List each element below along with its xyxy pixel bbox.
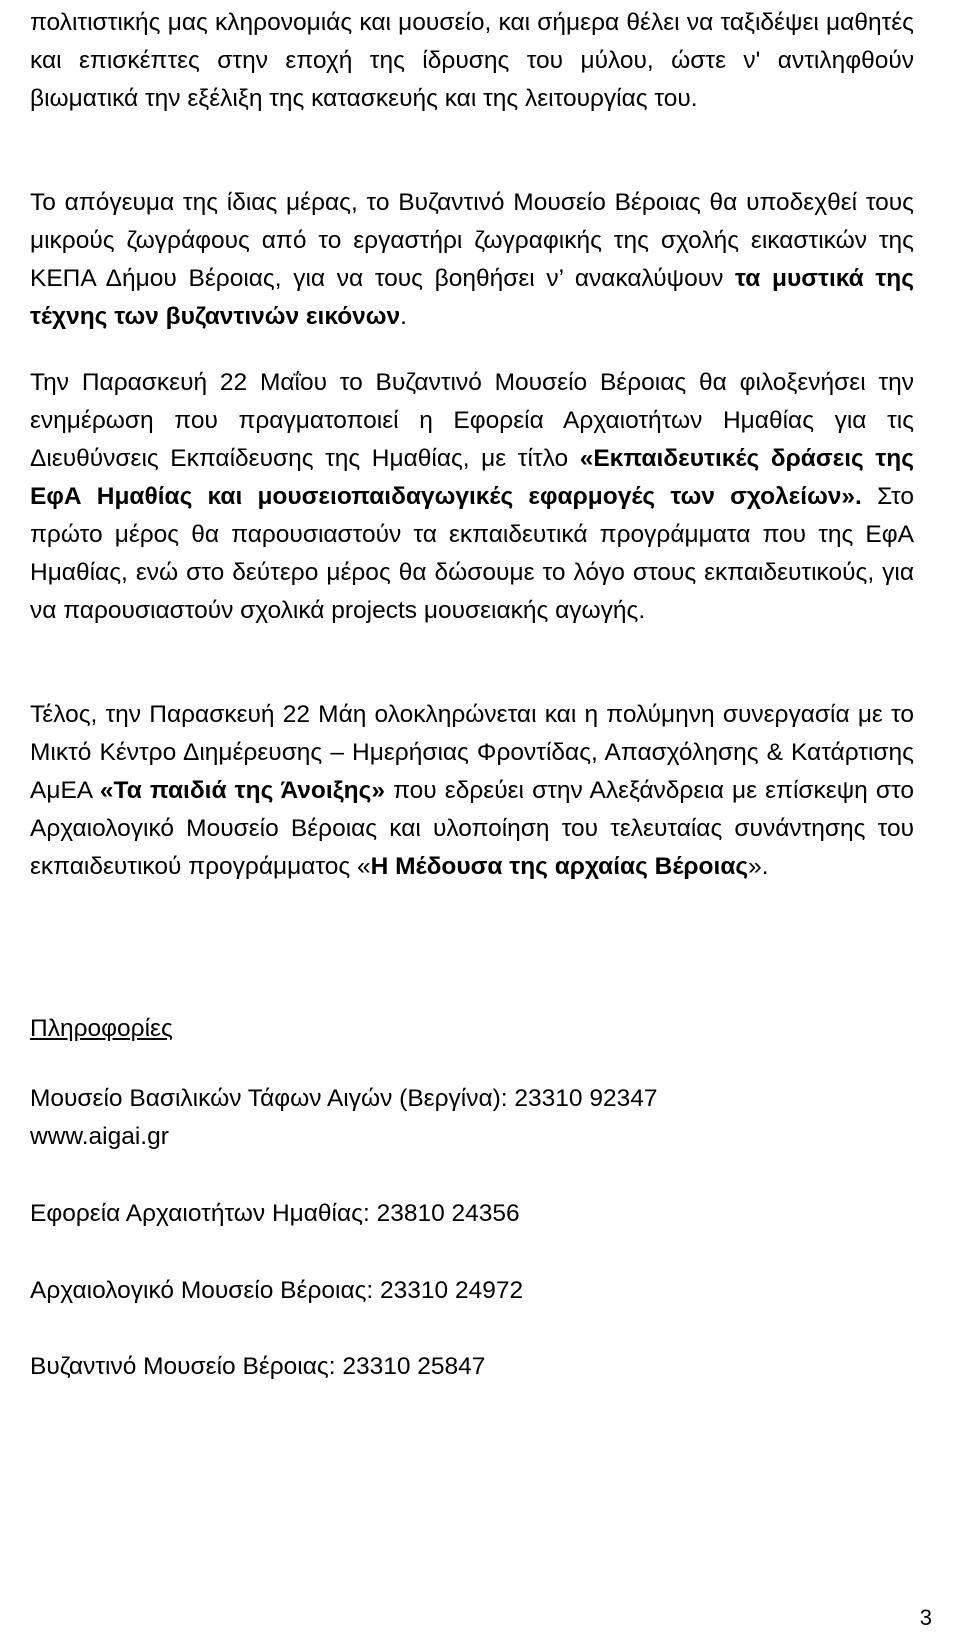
paragraph-bold-program: Η Μέδουσα της αρχαίας Βέροιας — [370, 853, 749, 880]
paragraph-end: ». — [748, 853, 769, 880]
paragraph-friday-briefing — [30, 364, 914, 630]
paragraph-final-collaboration — [30, 696, 914, 886]
info-contact-byzantine-museum: Βυζαντινό Μουσείο Βέροιας: 23310 25847 — [30, 1353, 486, 1380]
paragraph-intro-continuation: πολιτιστικής μας κληρονομιάς και μουσείο, και σήμερα θέλει να ταξιδέψει μαθητές και επισκέπτες στην εποχή της ίδρυσης του μύλου, ώστε ν' αντιληφθούν βιωματικά την εξέλιξη της κατασκευής και της λειτουργίας του. — [30, 9, 914, 112]
info-heading: Πληροφορίες — [30, 1015, 173, 1042]
paragraph-end: . — [400, 303, 407, 330]
paragraph-text: Το απόγευμα της ίδιας μέρας, το Βυζαντινό Μουσείο Βέροιας θα υποδεχθεί τους μικρούς ζωγράφους από το εργαστήρι ζωγραφικής της σχολής εικαστικών της ΚΕΠΑ Δήμου Βέροιας, για να τους βοηθήσει ν’ ανακαλύψουν — [30, 189, 914, 292]
paragraph-middle: που εδρεύει στην Αλεξάνδρεια με επίσκεψη στο Αρχαιολογικό Μουσείο Βέροιας και υλοποίηση του τελευταίας συνάντησης του εκπαιδευτικού προγράμματος « — [30, 777, 914, 880]
info-contact-archaeological-museum: Αρχαιολογικό Μουσείο Βέροιας: 23310 24972 — [30, 1277, 524, 1304]
page-number: 3 — [919, 1605, 932, 1630]
paragraph-end: Στο πρώτο μέρος θα παρουσιαστούν τα εκπαιδευτικά προγράμματα που της ΕφΑ Ημαθίας, ενώ στο δεύτερο μέρος θα δώσουμε το λόγο στους εκπαιδευτικούς, για να παρουσιαστούν σχολικά projects μουσειακής αγωγής. — [30, 483, 914, 624]
paragraph-bold-title: «Εκπαιδευτικές δράσεις της ΕφΑ Ημαθίας και μουσειοπαιδαγωγικές εφαρμογές των σχολείων». — [30, 445, 914, 510]
info-contact-ephorate: Εφορεία Αρχαιοτήτων Ημαθίας: 23810 24356 — [30, 1200, 520, 1227]
paragraph-bold-text: τα μυστικά της τέχνης των βυζαντινών εικόνων — [30, 265, 915, 330]
paragraph-text: Την Παρασκευή 22 Μαΐου το Βυζαντινό Μουσείο Βέροιας θα φιλοξενήσει την ενημέρωση που πραγματοποιεί η Εφορεία Αρχαιοτήτων Ημαθίας για τις Διευθύνσεις Εκπαίδευσης της Ημαθίας, με τίτλο — [30, 369, 914, 472]
paragraph-bold-name: «Τα παιδιά της Άνοιξης» — [99, 777, 385, 804]
info-website: www.aigai.gr — [30, 1123, 169, 1150]
paragraph-byzantine-museum — [30, 184, 914, 336]
info-contact-vergina: Μουσείο Βασιλικών Τάφων Αιγών (Βεργίνα): 23310 92347 — [30, 1085, 658, 1112]
paragraph-text: Τέλος, την Παρασκευή 22 Μάη ολοκληρώνεται και η πολύμηνη συνεργασία με το Μικτό Κέντρο Διημέρευσης – Ημερήσιας Φροντίδας, Απασχόλησης & Κατάρτισης ΑμΕΑ — [30, 701, 914, 804]
